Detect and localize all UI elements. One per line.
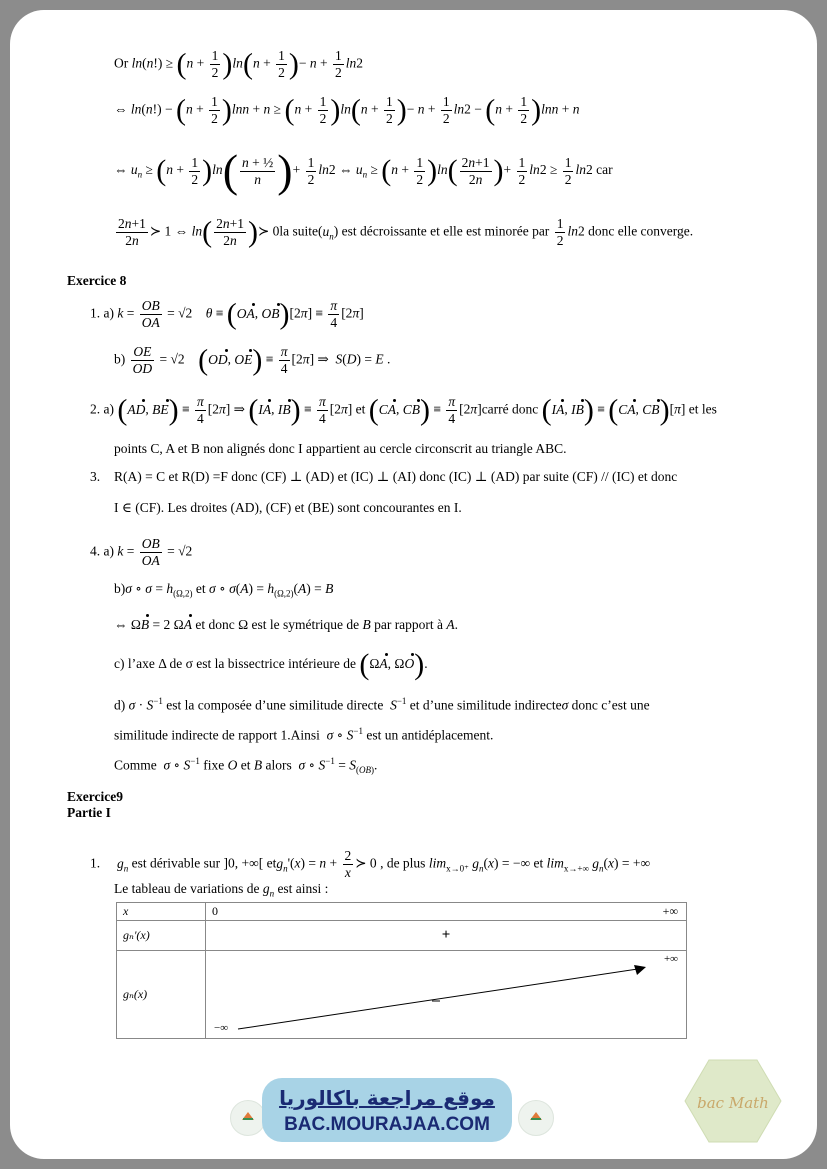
ex7-line-3: ⇔ $u_n \ge (n$ + $\frac{1}{2}$ )ln( $\frac{\text{n + ½}}{n}$ )+ $\frac{1}{2}$ ln2 ⇔ $u_n \ge (n$ + $\frac{1}{2}$ )ln( $\frac{2n+1}{2n}$ )+ $\frac{1}{2}$ ln2 ≥ $\frac{1}{2}$ ln2 car xyxy=(114,145,613,196)
low-limit: −∞ xyxy=(214,1022,229,1034)
ex8-q4b-line2: ⇔ ΩB = 2 ΩA et donc Ω est le symétrique de B par rapport à A. xyxy=(114,617,459,632)
bac-math-logo xyxy=(684,1058,782,1144)
derivative-label: gₙ'(x) xyxy=(117,921,206,951)
ex8-q2-line2: points C, A et B non alignés donc I appartient au cercle circonscrit au triangle ABC. xyxy=(114,441,567,456)
variation-table xyxy=(116,902,687,1039)
ex8-q1b: b) $\frac{OE}{OD}$ = √2 (OD, OE) ≡ $\frac{\pi}{4}$ [2π] ⇒ S(D) = E . xyxy=(114,343,391,377)
ex8-q3-label: 3. xyxy=(90,469,101,484)
ex8-q1a: 1. a) k = $\frac{OB}{OA}$ = √2 θ ≡ (OA, OB)[2π] ≡ $\frac{\pi}{4}$ [2π] xyxy=(90,297,364,331)
x-end: +∞ xyxy=(662,904,678,918)
ex8-title: Exercice 8 xyxy=(67,273,127,288)
left-site-logo xyxy=(230,1100,266,1136)
x-range xyxy=(206,903,687,921)
increasing-arrow xyxy=(206,951,694,1039)
x-header: x xyxy=(117,903,206,921)
x-start: 0 xyxy=(212,904,218,918)
ex8-q4c: c) l’axe Δ de σ est la bissectrice intérieure de (ΩA, ΩO). xyxy=(114,648,428,681)
right-site-logo xyxy=(518,1100,554,1136)
ex8-q4d-line1: d) $\sigma \cdot S^{-1}$ est la composée d’une similitude directe $S^{-1}$ et d’une similitude indirecteσ donc c’est une xyxy=(114,696,650,713)
site-name-arabic[interactable]: موقع مراجعة باكالوريا xyxy=(279,1086,495,1110)
ex9-q1-line2: Le tableau de variations de $g_n$ est ainsi : xyxy=(114,881,329,899)
ex8-q4d-line3: Comme σ ∘ $S^{-1}$ fixe O et B alors σ ∘ $S^{-1} = S_{(OB)}$. xyxy=(114,756,378,776)
site-banner[interactable] xyxy=(262,1078,512,1142)
ex8-q4d-line2: similitude indirecte de rapport 1.Ainsi σ ∘ $S^{-1}$ est un antidéplacement. xyxy=(114,726,494,743)
derivative-sign: + xyxy=(206,921,687,951)
ex8-q4a: 4. a) k = $\frac{OB}{OA}$ = √2 xyxy=(90,536,193,568)
ex8-q3-line2: I ∈ (CF). Les droites (AD), (CF) et (BE) sont concourantes en I. xyxy=(114,500,462,515)
ex8-q3-line1: R(A) = C et R(D) =F donc (CF) ⊥ (AD) et (IC) ⊥ (AI) donc (IC) ⊥ (AD) par suite (CF) // (IC) et donc xyxy=(114,469,678,484)
ex8-q4b-line1: b)σ ∘ $\sigma = h_{(\Omega,2)}$ et σ ∘ $\sigma(A) = h_{(\Omega,2)}(A) = B$ xyxy=(114,581,334,599)
high-limit: +∞ xyxy=(663,953,678,965)
ex8-q2-line1: 2. a) (AD, BE) ≡ $\frac{\pi}{4}$ [2π] ⇒ (IA, IB) ≡ $\frac{\pi}{4}$ [2π] et (CA, CB) ≡ $\frac{\pi}{4}$ [2π]carré donc (IA, IB) ≡ (CA, CB)[π] et les xyxy=(90,393,717,427)
ex9-title: Exercice9 xyxy=(67,789,123,804)
ex7-line-2: ⇔ ln(n!) − (n + $\frac{1}{2}$ )lnn + n ≥ (n + $\frac{1}{2}$ )ln(n + $\frac{1}{2}$ )− n + $\frac{1}{2}$ ln2 − (n + $\frac{1}{2}$ )lnn + n xyxy=(114,93,580,127)
ex9-part: Partie I xyxy=(67,805,111,820)
site-domain[interactable]: BAC.MOURAJAA.COM xyxy=(284,1114,490,1135)
ex7-line-4: $\frac{2n+1}{2n}$ ≻ 1 ⇔ ln( $\frac{2n+1}{2n}$ )≻ 0la $suite(u_n)$ est décroissante et elle est minorée par $\frac{1}{2}$ ln2 donc elle converge. xyxy=(118,215,694,249)
function-label: gₙ(x) xyxy=(117,951,206,1039)
bac-math-logo-text: bac Math xyxy=(697,1094,769,1112)
function-variation xyxy=(206,951,687,1039)
ex7-line-1: Or ln(n!) ≥ (n + $\frac{1}{2}$ )ln(n + $\frac{1}{2}$ )− n + $\frac{1}{2}$ ln2 xyxy=(114,47,363,81)
ex9-q1-line1: 1. $g_n$ est dérivable sur ]0, +∞[ etg$_n$'(x) = n + $\frac{2}{x}$ ≻ 0 , de plus $\lim_{x\to 0^+} g_n(x)$ = −∞ et $\lim_{x\to+\infty} g_n(x)$ = +∞ xyxy=(90,848,651,880)
